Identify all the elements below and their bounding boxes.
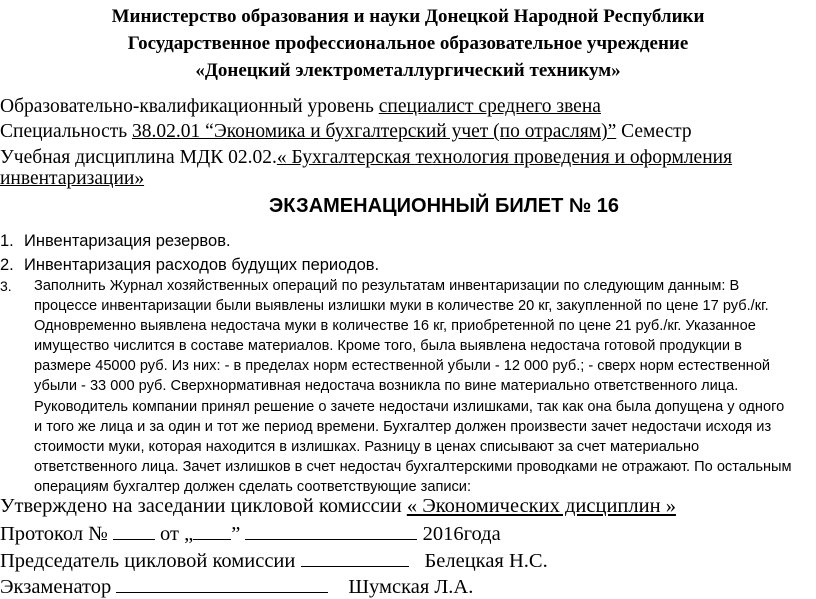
commission-name: « Экономических дисциплин » [406, 495, 676, 517]
protocol-year: 2016года [417, 523, 501, 545]
question-number: 3. [0, 278, 12, 294]
approved-label: Утверждено на заседании цикловой комиссии [0, 495, 407, 517]
approved-line [0, 494, 676, 518]
examiner-signature-blank [116, 574, 328, 593]
question-item [0, 255, 379, 275]
discipline-label: Учебная дисциплина МДК 02.02. [0, 147, 277, 168]
discipline-value-cont: инвентаризации» [0, 168, 145, 189]
level-line [0, 96, 601, 118]
institution-heading: Государственное профессиональное образовательное учреждение [127, 33, 689, 54]
ticket-title: ЭКЗАМЕНАЦИОННЫЙ БИЛЕТ № 16 [269, 195, 619, 217]
question-number: 1. [0, 232, 14, 250]
question-number: 2. [0, 256, 14, 274]
discipline-value: « Бухгалтерская технология проведения и оформления [276, 147, 733, 168]
examiner-name: Шумская Л.А. [348, 576, 474, 598]
discipline-line-2 [0, 168, 144, 190]
specialty-value: 38.02.01 “Экономика и бухгалтерский учет (по отраслям)” [132, 121, 617, 142]
chair-line [0, 548, 548, 573]
question-item [0, 231, 231, 251]
discipline-line [0, 147, 732, 169]
specialty-line [0, 121, 692, 143]
chair-signature-blank [301, 548, 409, 567]
protocol-day-blank [193, 521, 231, 540]
protocol-from: от „ [154, 523, 194, 545]
level-label: Образовательно-квалификационный уровень [0, 96, 379, 117]
semester-label: Семестр [616, 121, 692, 142]
question-text: Инвентаризация резервов. [24, 232, 231, 250]
protocol-prefix: Протокол № [0, 523, 113, 545]
protocol-number-blank [113, 521, 155, 540]
chair-label: Председатель цикловой комиссии [0, 550, 301, 572]
examiner-line [0, 574, 473, 599]
chair-name: Белецкая Н.С. [424, 550, 548, 572]
question-text: Инвентаризация расходов будущих периодов. [24, 256, 380, 274]
protocol-month-blank [245, 521, 417, 540]
specialty-label: Специальность [0, 121, 133, 142]
examiner-label: Экзаменатор [0, 576, 117, 598]
level-value: специалист среднего звена [378, 96, 601, 117]
college-heading: «Донецкий электрометаллургический техникум» [195, 60, 621, 81]
ministry-heading: Министерство образования и науки Донецкой Народной Республики [111, 6, 705, 27]
protocol-line [0, 521, 501, 546]
protocol-quote: ” [231, 523, 246, 545]
question-text: Заполнить Журнал хозяйственных операций по результатам инвентаризации по следующим данным: В процессе инвентаризации были выявлены излишки муки в количестве 20 кг, закупленной по цене 17 руб./кг. Одновременно выявлена недостача муки в количестве 16 кг, приобретенной по цене 21 руб./кг. Указанное имущество числится в составе материалов. Кроме того, была выявлена недостача готовой продукции в размере 45000 руб. Из них: - в пределах норм естественной убыли - 12 000 руб.; - сверх норм естественной убыли - 33 000 руб. Сверхнормативная недостача возникла по вине материально ответственного лица. Руководитель компании принял решение о зачете недостачи излишками, так как она была допущена у одного и того же лица и за один и тот же период времени. Бухгалтер должен произвести зачет недостачи исходя из стоимости муки, которая находится в излишках. Разницу в ценах списывают за счет материально ответственного лица. Зачет излишков в счет недостач бухгалтерскими проводками не отражают. По остальным операциям бухгалтер должен сделать соответствующие записи: [34, 278, 792, 495]
